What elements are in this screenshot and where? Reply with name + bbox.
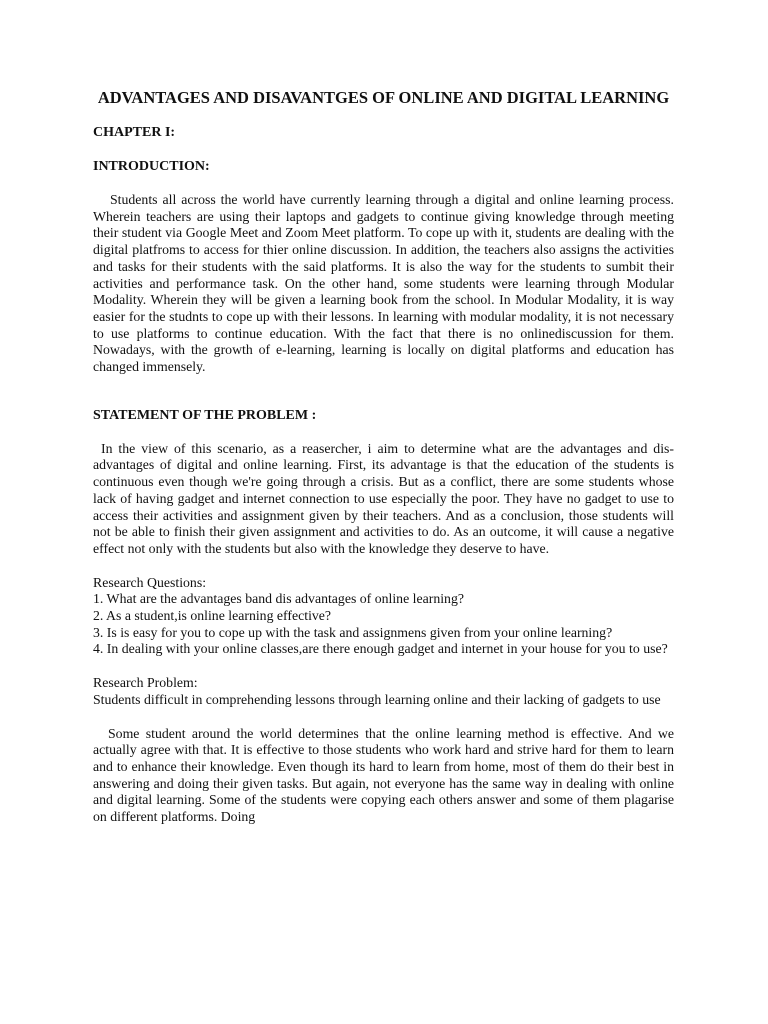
introduction-heading: INTRODUCTION: <box>93 159 210 174</box>
chapter-heading: CHAPTER I: <box>93 125 176 140</box>
list-item: 1. What are the advantages band dis advantages of online learning? <box>93 591 464 607</box>
statement-heading: STATEMENT OF THE PROBLEM : <box>93 407 317 423</box>
research-questions-label: Research Questions: <box>93 574 207 590</box>
statement-paragraph: In the view of this scenario, as a reasercher, i aim to determine what are the advantages and dis-advantages of digital and online learning. First, its advantage is that the education of the students is continuous even though we're going through a crisis. But as a conflict, there are some students whose lack of having gadget and internet connection to use especially the poor. They have no gadget to use to access their activities and assignment given by their teachers. And as a conclusion, those students will not be able to finish their given assignment and activities to do. As an outcome, it will cause a negative effect not only with the students but also with the knowledge they deserve to have. <box>93 440 674 556</box>
document-title: ADVANTAGES AND DISAVANTGES OF ONLINE AND DIGITAL LEARNING <box>97 88 670 107</box>
research-questions-list <box>93 591 674 658</box>
research-problem-label: Research Problem: <box>93 675 198 691</box>
research-problem-section <box>93 675 674 708</box>
document-body <box>93 88 674 826</box>
list-item: 2. As a student,is online learning effective? <box>93 608 332 624</box>
list-item: 4. In dealing with your online classes,are there enough gadget and internet in your house for you to use? <box>93 641 668 657</box>
introduction-paragraph: Students all across the world have currently learning through a digital and online learning process. Wherein teachers are using their laptops and gadgets to continue giving knowledge through meeting their student via Google Meet and Zoom Meet platform. To cope up with it, students are dealing with the digital platfroms to access for thier online discussion. In addition, the teachers also assigns the activities and tasks for their students with the said platforms. It is also the way for the students to sumbit their activities and performance task. On the other hand, some students were learning through Modular Modality. Wherein they will be given a learning book from the school. In Modular Modality, it is way easier for the studnts to cope up with their lessons. In learning with modular modality, it is not necessary to use platforms to continue education. With the fact that there is no onlinediscussion for them. Nowadays, with the growth of e-learning, learning is locally on digital platforms and education has changed immensely. <box>93 192 674 375</box>
list-item: 3. Is is easy for you to cope up with the task and assignmens given from your online learning? <box>93 624 613 640</box>
closing-paragraph: Some student around the world determines that the online learning method is effective. And we actually agree with that. It is effective to those students who work hard and strive hard for them to learn and to enhance their knowledge. Even though its hard to learn from home, most of them do their best in answering and doing their given tasks. But again, not everyone has the same way in dealing with online and digital learning. Some of the students were copying each others answer and some of them plagarise on different platforms. Doing <box>93 725 674 825</box>
research-problem-paragraph: Students difficult in comprehending lessons through learning online and their lacking of gadgets to use <box>93 691 661 707</box>
research-questions-section <box>93 575 674 659</box>
